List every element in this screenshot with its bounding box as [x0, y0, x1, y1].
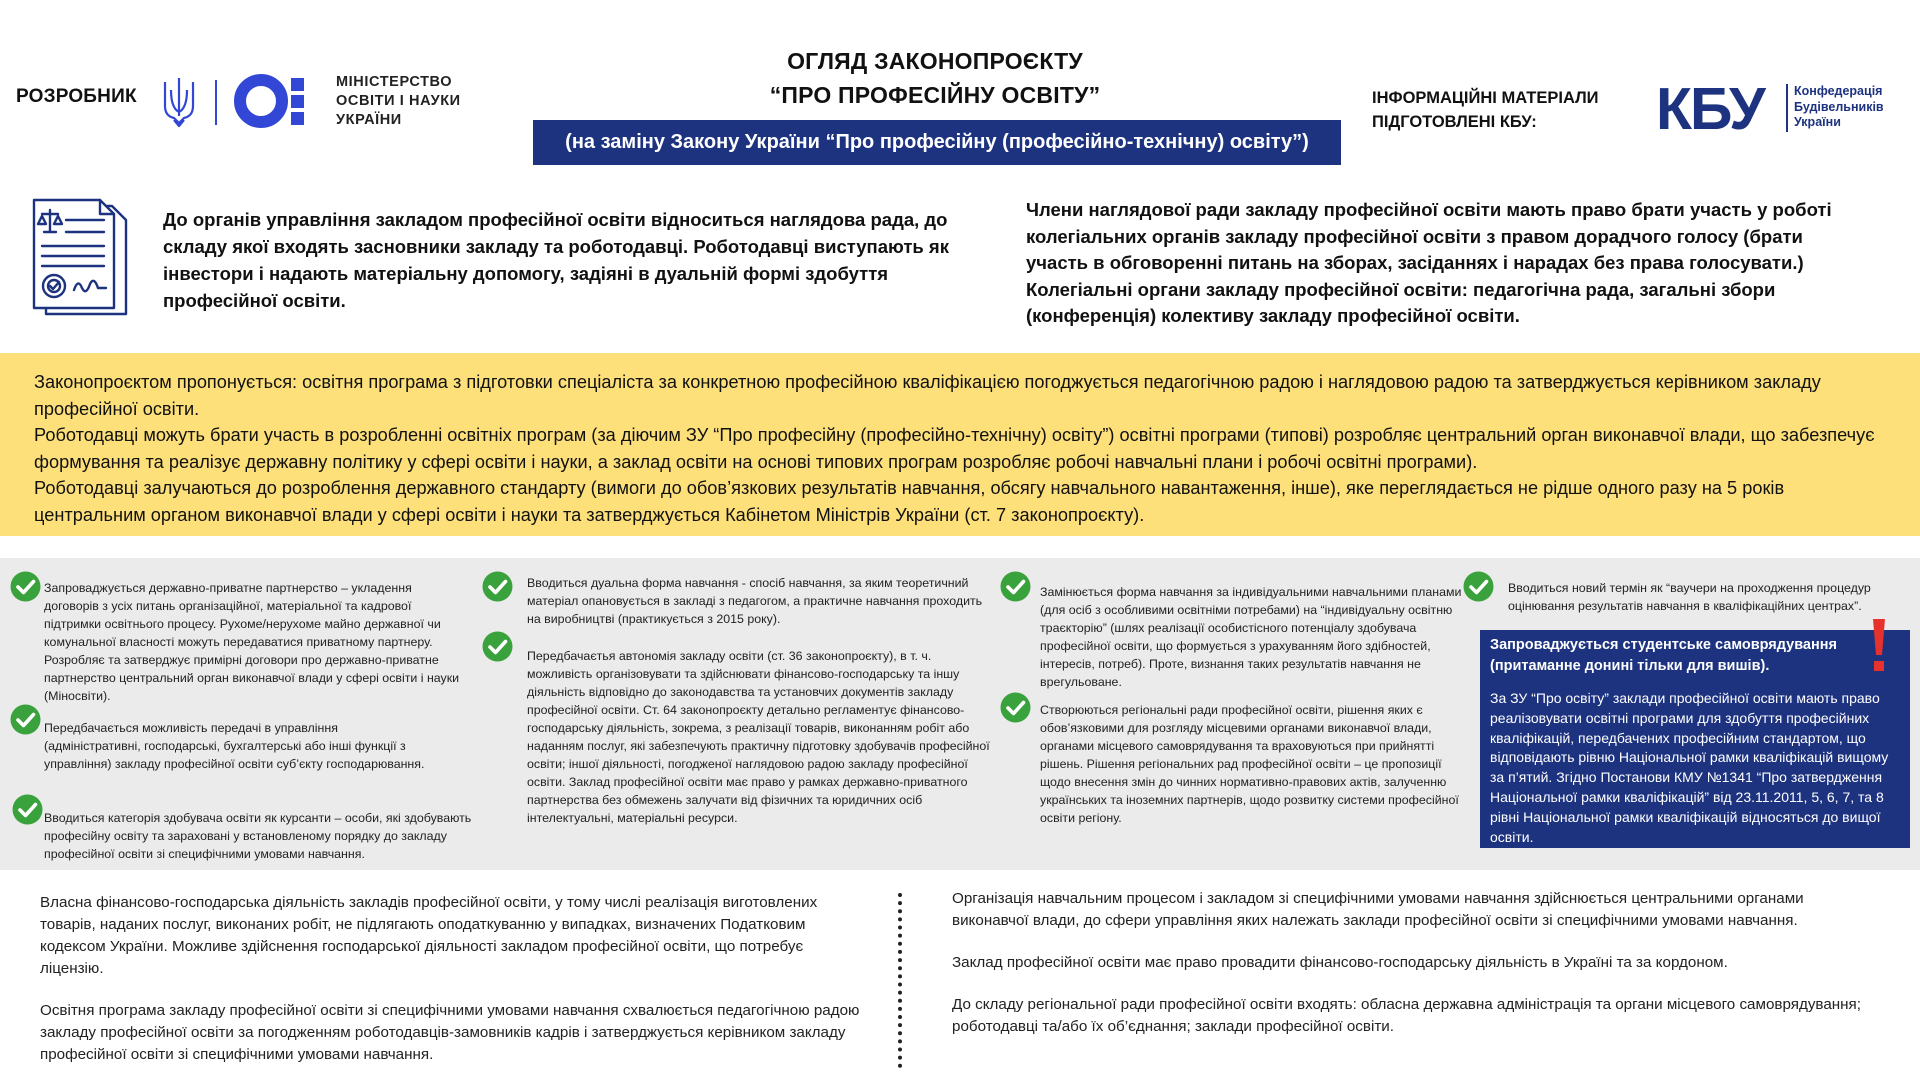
- kbu-divider: [1786, 84, 1788, 132]
- autonomy-text: Передбачаєтья автономія закладу освіти (ст. 36 законопроєкту), в т. ч. можливість організовувати та здійснювати фінансово-господарську та іншу діяльність відповідно до законодавства та установчих документів закладу професійної освіти. Ст. 64 законопроєкту детально регламентує фінансово-господарську діяльність, зокрема, з реалізації товарів, виконанням робіт або наданням послуг, які забезпечують практичну підготовку здобувачів професійної освіти; іншої діяльності, погодженої наглядовою радою закладу професійної освіти. Заклад професійної освіти має право у рамках державно-приватного партнерства без обмежень залучати від фізичних та юридичних осіб інтелектуальні, матеріальні ресурси.: [527, 649, 990, 825]
- developer-label: РОЗРОБНИК: [16, 86, 137, 107]
- regional-council-composition-note: До складу регіональної ради професійної освіти входять: обласна державна адміністрація та органи місцевого самоврядування; роботодавці та/або їх об’єднання; заклади професійної освіти.: [952, 996, 1861, 1035]
- check-icon: [1463, 571, 1494, 602]
- notice-body: За ЗУ “Про освіту” заклади професійної освіти мають право реалізовувати освітні програми для здобуття професійних кваліфікацій, передбачених професійним стандартом, що відповідають рівню Національної рамки кваліфікацій вищому за п’ятий. Згідно Постанови КМУ №1341 “Про затвердження Національної рамки кваліфікацій” від 23.11.2011, 5, 6, 7, та 8 рівні Національної рамки кваліфікацій відносяться до вищої освіти.: [1490, 690, 1889, 845]
- notice-title: Запроваджується студентське самоврядування (притаманне донині тільки для вишів).: [1490, 637, 1837, 674]
- subtitle-banner: (на заміну Закону України “Про професійну (професійно-технічну) освіту”): [533, 120, 1341, 165]
- kbu-name: [1794, 84, 1884, 131]
- bottom-left-notes: [40, 892, 870, 1080]
- check-icon: [482, 631, 513, 662]
- dotted-divider: [898, 893, 902, 1068]
- check-icon: [482, 571, 513, 602]
- board-members-rights-text: Члени наглядової ради закладу професійної освіти мають право брати участь у роботі колегіальних органів закладу професійної освіти з правом дорадчого голосу (брати участь в обговоренні питань на зборах, засіданнях і нарадах без права голосувати.) Колегіальні органи закладу професійної освіти: педагогічна рада, загальні збори (конференція) колективу закладу професійної освіти.: [1026, 199, 1832, 326]
- info-label-line-1: ІНФОРМАЦІЙНІ МАТЕРІАЛИ: [1372, 89, 1599, 107]
- info-label-line-2: ПІДГОТОВЛЕНІ КБУ:: [1372, 113, 1537, 131]
- exclamation-icon: [1868, 617, 1890, 673]
- management-transfer-text: Передбачається можливість передачі в управління (адміністративні, господарські, бухгалтерські або інші функції з управління) закладу професійної освіти суб’єкту господарювання.: [44, 721, 425, 771]
- regional-councils-text: Створюються регіональні ради професійної освіти, рішення яких є обов’язковими для розгляду місцевими органами виконавчої влади, органами місцевого самоврядування та враховуються при прийнятті рішень. Рішення регіональних рад професійної освіти – це пропозиції щодо внесення змін до чинних нормативно-правових актів, залученню українських та іноземних партнерів, щодо розвитку системи професійної освіти регіону.: [1040, 703, 1459, 825]
- dual-education-text: Вводиться дуальна форма навчання - спосіб навчання, за яким теоретичний матеріал опановується в закладі з педагогом, а практичне навчання проходить на виробництві (практикується з 2015 року).: [527, 576, 983, 626]
- proposal-paragraph: Законопроєктом пропонується: освітня програма з підготовки спеціаліста за конкретною професійною кваліфікацією погоджується педагогічною радою і наглядовою радою та затверджується керівником закладу професійної освіти.: [34, 372, 1821, 419]
- proposal-highlight: [0, 353, 1920, 536]
- trident-icon: [162, 76, 196, 128]
- check-icon: [12, 794, 43, 825]
- tax-note: Власна фінансово-господарська діяльність закладів професійної освіти, у тому числі реалізація виготовлених товарів, наданих послуг, виконаних робіт, не підлягають оподаткуванню у випадках, визначених Податковим кодексом України. Можливе здійснення господарської діяльності закладом професійної освіти, що потребує ліцензію.: [40, 894, 818, 977]
- info-materials-label: [1372, 86, 1599, 134]
- title-line-2: “ПРО ПРОФЕСІЙНУ ОСВІТУ”: [769, 82, 1101, 108]
- financial-activity-note: Заклад професійної освіти має право провадити фінансово-господарську діяльність в Україні та за кордоном.: [952, 954, 1728, 971]
- special-program-note: Освітня програма закладу професійної освіти зі специфічними умовами навчання схвалюється педагогічною радою закладу професійної освіти за погодженням роботодавців-замовників кадрів і затверджується керівником закладу професійної освіти зі специфічними умовами навчання.: [40, 1002, 860, 1063]
- individual-trajectory-text: Замінюється форма навчання за індивідуальними навчальними планами (для осіб з особливими освітніми потребами) на “індивідуальну освітню траєкторію” (шлях реалізації особистісного потенціалу здобувача професійної освіти, що формується з урахуванням його здібностей, інтересів, потреб). Проте, визнання таких результатів навчання не врегульоване.: [1040, 585, 1462, 689]
- vouchers-text: Вводиться новий термін як “ваучери на проходження процедур оцінювання результатів навчання в кваліфікаційних центрах”.: [1508, 581, 1871, 613]
- check-icon: [10, 571, 41, 602]
- kbu-name-line: України: [1794, 115, 1841, 129]
- check-icon: [1000, 571, 1031, 602]
- ministry-name-line: МІНІСТЕРСТВО: [336, 74, 453, 90]
- ministry-name-line: УКРАЇНИ: [336, 112, 402, 128]
- proposal-paragraph: Роботодавці залучаються до розроблення державного стандарту (вимоги до обов’язкових результатів навчання, обсягу навчального навантаження, інше), яке переглядається не рідше одного разу на 5 років центральним органом виконавчої влади у сфері освіти і науки та затверджується Кабінетом Міністрів України (ст. 7 законопроєкту).: [34, 478, 1785, 525]
- check-icon: [1000, 692, 1031, 723]
- proposal-paragraph: Роботодавці можуть брати участь в розробленні освітніх програм (за діючим ЗУ “Про професійну (професійно-технічну) освіту”) освітні програми (типові) розробляє центральний орган виконавчої влади, що забезпечує формування та реалізує державну політику у сфері освіти і науки, а заклад освіти на основі типових програм розробляє робочі навчальні плани і робочі освітні програми).: [34, 425, 1875, 472]
- ministry-name: [336, 73, 461, 130]
- page-title: [700, 44, 1170, 112]
- ministry-divider: [215, 80, 217, 125]
- ministry-name-line: ОСВІТИ І НАУКИ: [336, 93, 461, 109]
- management-note: Організація навчальним процесом і закладом зі специфічними умовами навчання здійснюється центральними органами виконавчої влади, до сфери управління яких належать заклади професійної освіти зі специфічними умовами навчання.: [952, 890, 1804, 929]
- document-icon: [32, 198, 128, 318]
- ppp-text: Запроваджується державно-приватне партнерство – укладення договорів з усіх питань організаційної, матеріальної та кадрової підтримки освітнього процесу. Рухоме/нерухоме майно державної чи комунальної власності можуть передаватися приватному партнеру. Розробляє та затверджує примірні договори про державно-приватне партнерство центральний орган виконавчої влади у сфері освіти і науки (Міносвіти).: [44, 581, 460, 703]
- student-self-government-box: [1480, 630, 1910, 848]
- supervisory-board-text: До органів управління закладом професійної освіти відноситься наглядова рада, до складу якої входять засновники закладу та роботодавці. Роботодавці виступають як інвестори і надають матеріальну допомогу, задіяні в дуальній формі здобуття професійної освіти.: [163, 209, 949, 311]
- cadets-text: Вводиться категорія здобувача освіти як курсанти – особи, які здобувають професійну освіту та зараховані у встановленому порядку до закладу професійної освіти зі специфічними умовами навчання.: [44, 811, 472, 861]
- check-icon: [10, 704, 41, 735]
- mon-logo-icon: [234, 72, 320, 130]
- kbu-logo: КБУ: [1656, 76, 1764, 142]
- kbu-name-line: Будівельників: [1794, 99, 1884, 114]
- title-line-1: ОГЛЯД ЗАКОНОПРОЄКТУ: [787, 48, 1083, 74]
- bottom-right-notes: [952, 888, 1872, 1058]
- kbu-name-line: Конфедерація: [1794, 84, 1883, 98]
